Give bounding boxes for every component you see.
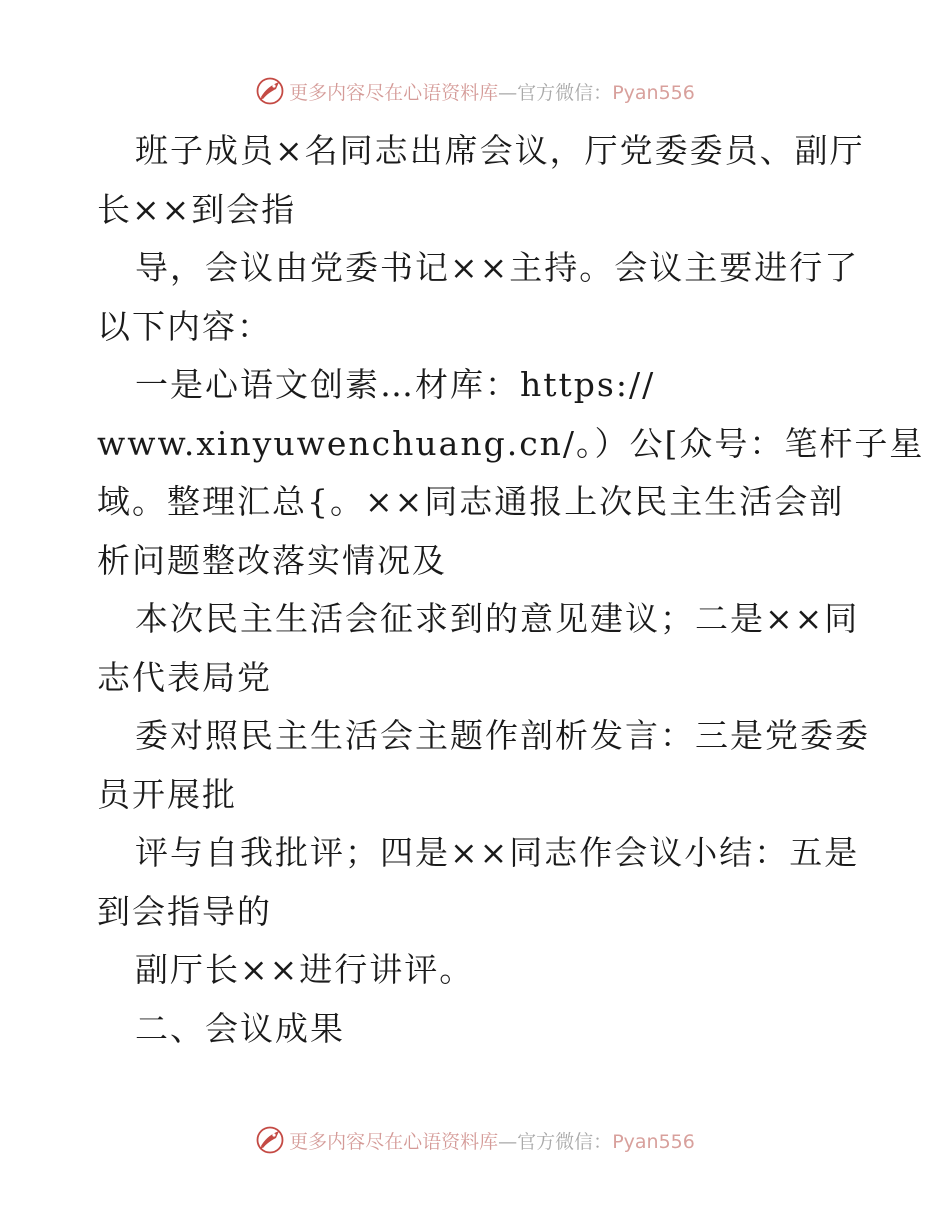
watermark-wechat-id: Pyan556 (612, 1130, 695, 1153)
body-line: www.xinyuwenchuang.cn/。）公[众号：笔杆子星 (97, 423, 925, 463)
body-line: 班子成员×名同志出席会议，厅党委委员、副厅 (135, 131, 865, 170)
body-line: 一是心语文创素…材库：https:// (135, 365, 656, 404)
document-body (97, 122, 925, 1058)
body-line: 委对照民主生活会主题作剖析发言：三是党委委 (135, 716, 870, 755)
pen-nib-logo-icon (255, 1125, 285, 1155)
body-line: 员开展批 (97, 774, 237, 814)
body-line: 副厅长××进行讲评。 (135, 950, 475, 989)
section-heading: 二、会议成果 (135, 1008, 345, 1048)
body-line: 本次民主生活会征求到的意见建议；二是××同 (135, 599, 860, 638)
body-line: 长××到会指 (97, 189, 297, 229)
watermark-text-gray: —官方微信： (498, 1130, 613, 1153)
watermark-text (289, 78, 695, 105)
body-line: 评与自我批评；四是××同志作会议小结：五是 (135, 833, 860, 872)
watermark-text-gray: —官方微信： (498, 81, 613, 104)
watermark-text-pink: 更多内容尽在心语资料库 (289, 1130, 499, 1153)
pen-nib-logo-icon (255, 76, 285, 106)
body-line: 导，会议由党委书记××主持。会议主要进行了 (135, 248, 860, 287)
body-line: 析问题整改落实情况及 (97, 540, 447, 580)
body-line: 域。整理汇总{。××同志通报上次民主生活会剖 (97, 482, 845, 521)
body-line: 到会指导的 (97, 891, 272, 931)
footer-watermark (0, 1120, 950, 1160)
body-line: 以下内容： (97, 306, 272, 346)
watermark-text (289, 1127, 695, 1154)
watermark-wechat-id: Pyan556 (612, 81, 695, 104)
watermark-text-pink: 更多内容尽在心语资料库 (289, 81, 499, 104)
body-line: 志代表局党 (97, 657, 272, 697)
header-watermark (0, 71, 950, 111)
